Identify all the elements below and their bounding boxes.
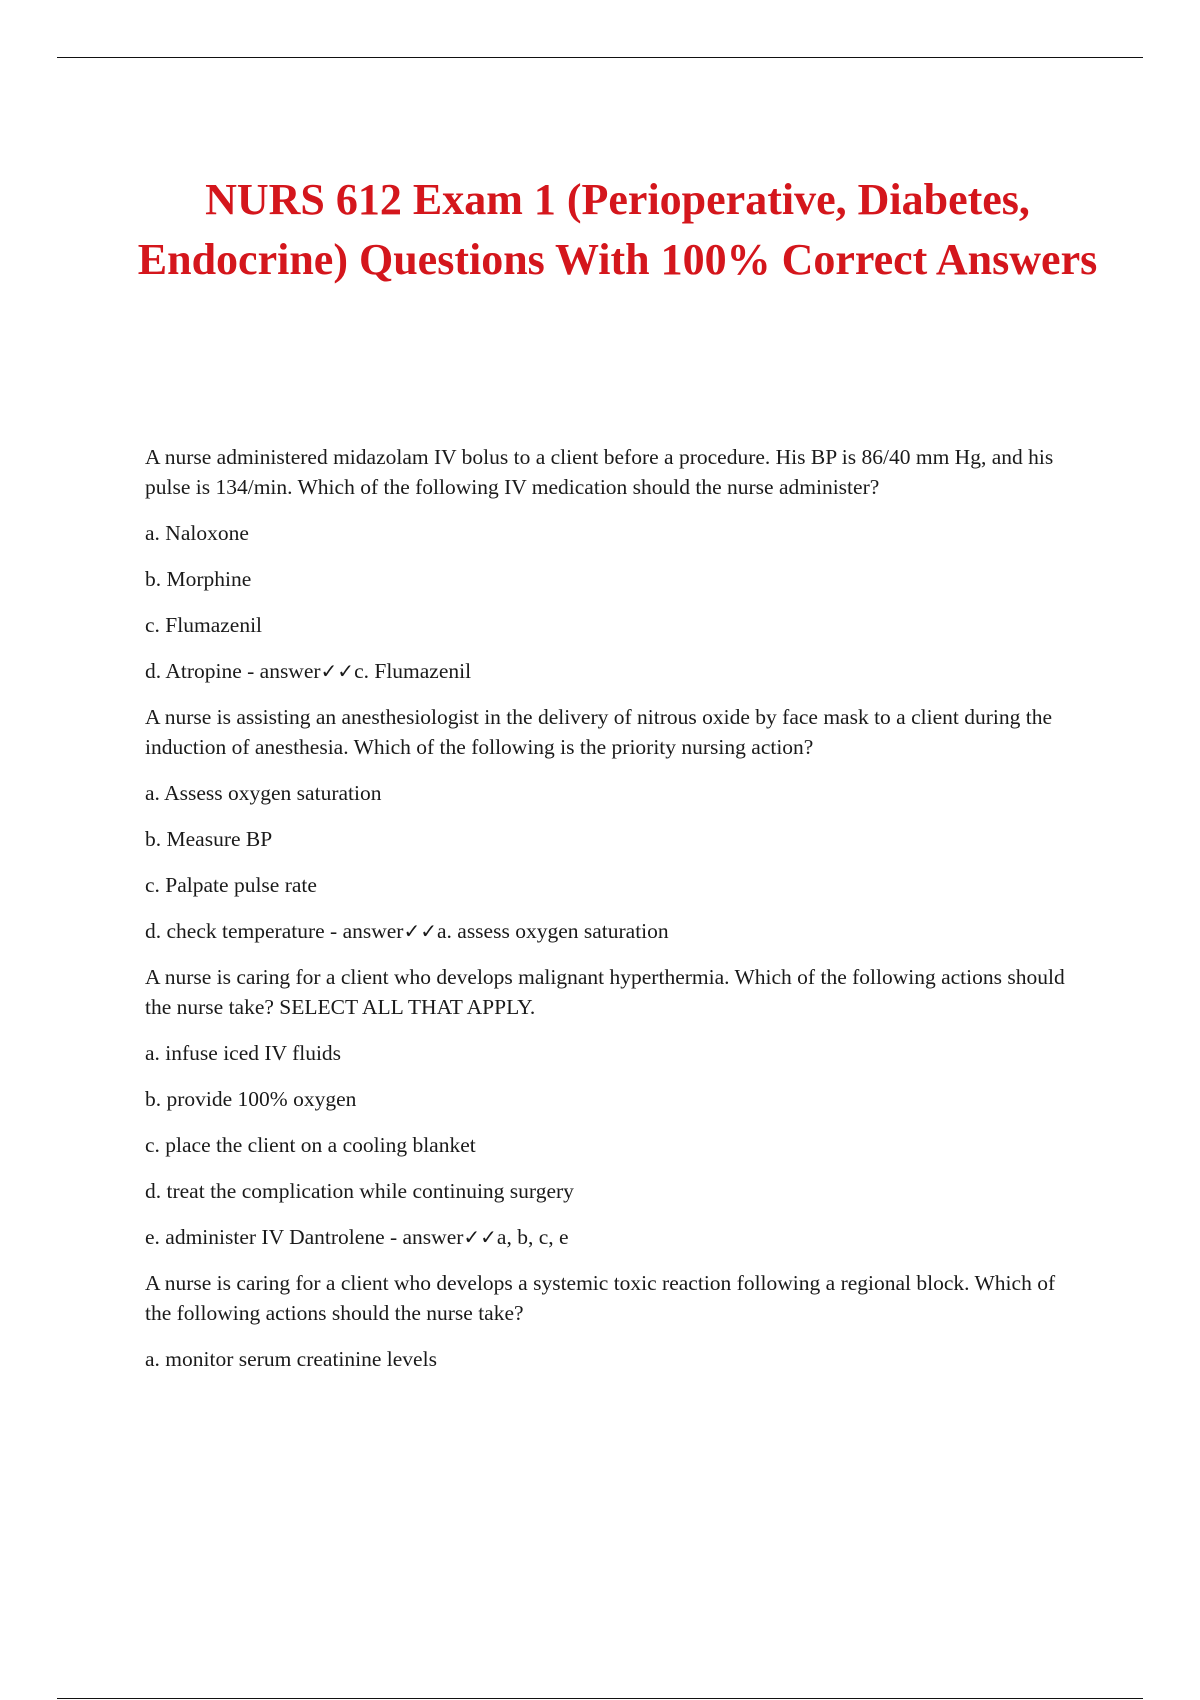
question-block [145,962,1085,1252]
correct-answer: a, b, c, e [496,1225,569,1249]
check-mark-icon: ✓✓ [320,659,355,683]
answer-option: b. Measure BP [145,827,273,851]
question-text: A nurse is caring for a client who develops malignant hyperthermia. Which of the following actions should the nurse take? SELECT ALL THAT APPLY. [145,965,1065,1019]
answer-option-label: d. check temperature - answer [145,919,404,943]
answer-option: d. treat the complication while continuing surgery [145,1179,574,1203]
document-body [145,442,1085,1390]
check-mark-icon: ✓✓ [463,1225,497,1249]
correct-answer: c. Flumazenil [354,659,472,683]
answer-option-label: e. administer IV Dantrolene - answer [145,1225,464,1249]
question-block [145,1268,1085,1374]
answer-option: c. Palpate pulse rate [145,873,317,897]
bottom-rule [57,1698,1143,1699]
answer-option-label: d. Atropine - answer [145,659,321,683]
document-title: NURS 612 Exam 1 (Perioperative, Diabetes, Endocrine) Questions With 100% Correct Answers [137,175,1098,284]
correct-answer: a. assess oxygen saturation [436,919,669,943]
question-block [145,442,1085,686]
answer-option: a. infuse iced IV fluids [145,1041,342,1065]
answer-option: c. Flumazenil [145,613,263,637]
check-mark-icon: ✓✓ [403,919,437,943]
question-text: A nurse administered midazolam IV bolus to a client before a procedure. His BP is 86/40 mm Hg, and his pulse is 134/min. Which of the following IV medication should the nurse administer? [145,445,1054,499]
answer-line [145,916,1085,946]
answer-option: a. Naloxone [145,521,249,545]
answer-option: a. monitor serum creatinine levels [145,1347,437,1371]
question-text: A nurse is assisting an anesthesiologist in the delivery of nitrous oxide by face mask to a client during the induction of anesthesia. Which of the following is the priority nursing action? [145,705,1052,759]
answer-option: b. provide 100% oxygen [145,1087,357,1111]
answer-line [145,656,1085,686]
answer-option: b. Morphine [145,567,252,591]
question-block [145,702,1085,946]
question-text: A nurse is caring for a client who develops a systemic toxic reaction following a regional block. Which of the following actions should the nurse take? [145,1271,1056,1325]
answer-option: a. Assess oxygen saturation [145,781,382,805]
answer-option: c. place the client on a cooling blanket [145,1133,476,1157]
answer-line [145,1222,1085,1252]
top-rule [57,57,1143,58]
